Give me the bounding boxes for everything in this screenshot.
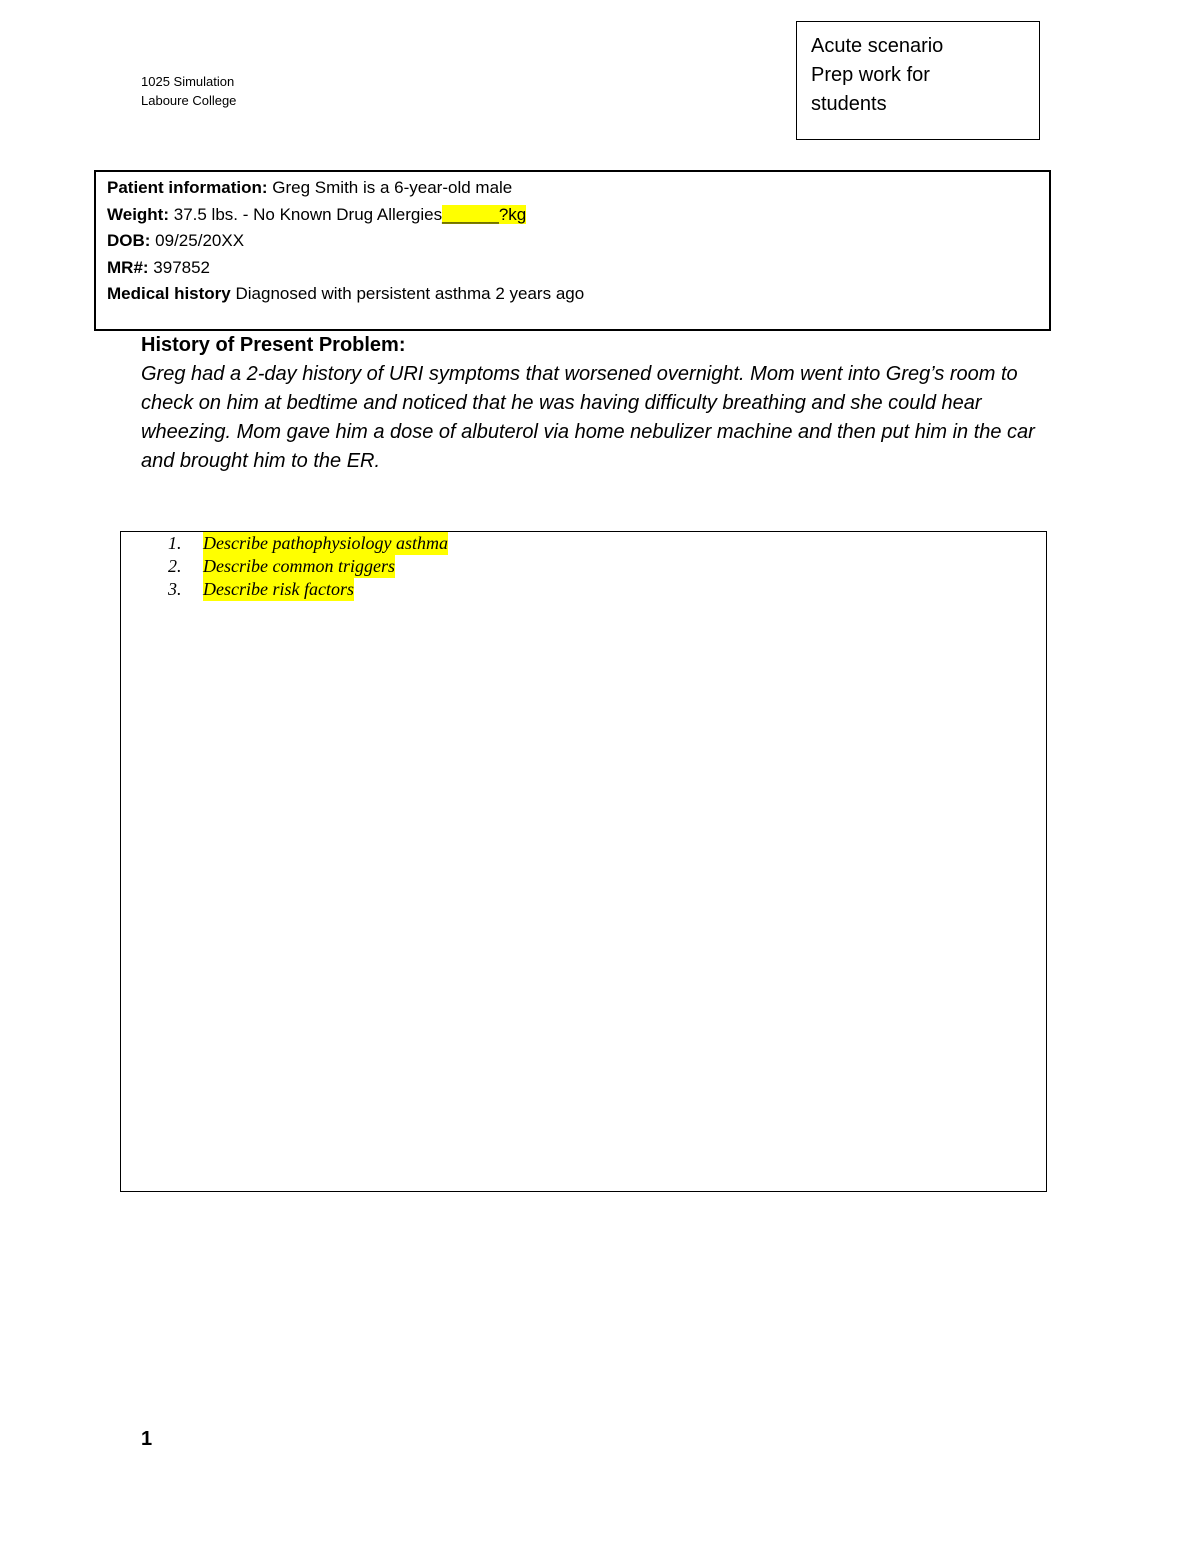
dob-row xyxy=(107,228,1038,255)
task-text: Describe pathophysiology asthma xyxy=(203,533,448,553)
task-item xyxy=(168,555,448,578)
task-list xyxy=(168,532,448,601)
medical-history-value: Diagnosed with persistent asthma 2 years ago xyxy=(230,284,585,303)
task-box xyxy=(120,531,1047,1192)
task-text: Describe common triggers xyxy=(203,556,395,576)
task-number: 1. xyxy=(168,533,182,553)
medical-history-row xyxy=(107,281,1038,308)
patient-info-box xyxy=(94,170,1051,331)
task-text: Describe risk factors xyxy=(203,579,354,599)
mr-label: MR#: xyxy=(107,257,149,277)
task-item xyxy=(168,532,448,555)
scenario-line-1: Acute scenario xyxy=(811,35,944,57)
weight-row xyxy=(107,202,1038,229)
mr-value: 397852 xyxy=(148,257,211,277)
scenario-box xyxy=(796,21,1040,140)
weight-label: Weight: xyxy=(107,204,170,224)
scenario-line-2: Prep work for xyxy=(811,64,930,86)
task-number: 3. xyxy=(168,579,182,599)
course-name: 1025 Simulation xyxy=(141,74,235,89)
dob-label: DOB: xyxy=(107,231,151,250)
weight-kg-blank: ______?kg xyxy=(442,204,527,224)
patient-info-value: Greg Smith is a 6-year-old male xyxy=(267,178,513,197)
patient-info-row xyxy=(107,175,1038,202)
weight-value: 37.5 lbs. - No Known Drug Allergies xyxy=(169,204,443,224)
document-header xyxy=(141,72,236,110)
scenario-line-3: students xyxy=(811,93,887,115)
patient-info-label: Patient information: xyxy=(107,178,268,197)
mr-row xyxy=(107,255,1038,282)
page-number: 1 xyxy=(141,1428,153,1450)
task-number: 2. xyxy=(168,556,182,576)
medical-history-label: Medical history xyxy=(107,284,231,303)
college-name: Laboure College xyxy=(141,93,237,108)
dob-value: 09/25/20XX xyxy=(150,231,245,250)
history-present-problem xyxy=(141,331,1051,476)
hpp-title: History of Present Problem: xyxy=(141,334,406,356)
hpp-text: Greg had a 2-day history of URI symptoms that worsened overnight. Mom went into Greg’s room to check on him at bedtime and noticed that he was having difficulty breathing and she could hear wheezing. Mom gave him a dose of albuterol via home nebulizer machine and then put him in the car and brought him to the ER. xyxy=(141,363,1035,472)
task-item xyxy=(168,578,448,601)
